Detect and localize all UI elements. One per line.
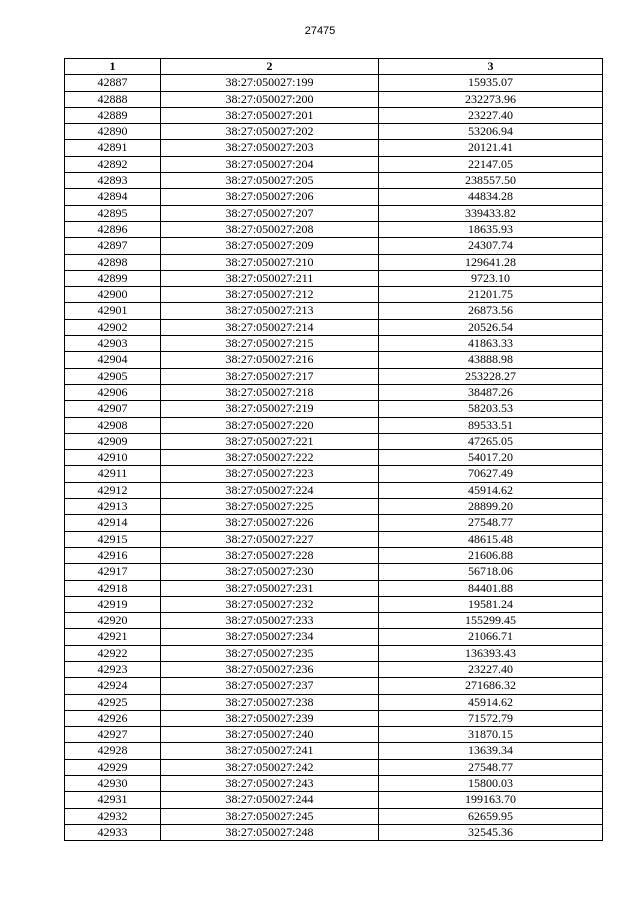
value-cell: 56718.06 (379, 564, 603, 580)
cadastral-number-cell: 38:27:050027:214 (161, 319, 379, 335)
value-cell: 15935.07 (379, 75, 603, 91)
cadastral-number-cell: 38:27:050027:220 (161, 417, 379, 433)
value-cell: 271686.32 (379, 678, 603, 694)
cadastral-number-cell: 38:27:050027:223 (161, 466, 379, 482)
row-number-cell: 42925 (65, 694, 161, 710)
row-number-cell: 42921 (65, 629, 161, 645)
cadastral-number-cell: 38:27:050027:240 (161, 727, 379, 743)
cadastral-number-cell: 38:27:050027:205 (161, 173, 379, 189)
value-cell: 43888.98 (379, 352, 603, 368)
cadastral-number-cell: 38:27:050027:209 (161, 238, 379, 254)
row-number-cell: 42899 (65, 270, 161, 286)
table-row (65, 124, 603, 140)
value-cell: 129641.28 (379, 254, 603, 270)
cadastral-number-cell: 38:27:050027:227 (161, 531, 379, 547)
cadastral-number-cell: 38:27:050027:215 (161, 336, 379, 352)
table-row (65, 287, 603, 303)
row-number-cell: 42894 (65, 189, 161, 205)
cadastral-number-cell: 38:27:050027:242 (161, 759, 379, 775)
row-number-cell: 42902 (65, 319, 161, 335)
value-cell: 136393.43 (379, 645, 603, 661)
row-number-cell: 42917 (65, 564, 161, 580)
value-cell: 21606.88 (379, 547, 603, 563)
row-number-cell: 42920 (65, 613, 161, 629)
cadastral-number-cell: 38:27:050027:234 (161, 629, 379, 645)
cadastral-number-cell: 38:27:050027:233 (161, 613, 379, 629)
table-row (65, 531, 603, 547)
table-row (65, 743, 603, 759)
table-row (65, 450, 603, 466)
value-cell: 45914.62 (379, 482, 603, 498)
table-body (65, 75, 603, 841)
row-number-cell: 42932 (65, 808, 161, 824)
row-number-cell: 42889 (65, 107, 161, 123)
value-cell: 13639.34 (379, 743, 603, 759)
row-number-cell: 42893 (65, 173, 161, 189)
value-cell: 70627.49 (379, 466, 603, 482)
row-number-cell: 42915 (65, 531, 161, 547)
table-row (65, 173, 603, 189)
value-cell: 71572.79 (379, 710, 603, 726)
cadastral-number-cell: 38:27:050027:245 (161, 808, 379, 824)
value-cell: 53206.94 (379, 124, 603, 140)
table-row (65, 352, 603, 368)
cadastral-number-cell: 38:27:050027:236 (161, 661, 379, 677)
value-cell: 31870.15 (379, 727, 603, 743)
row-number-cell: 42912 (65, 482, 161, 498)
value-cell: 32545.36 (379, 824, 603, 840)
value-cell: 27548.77 (379, 759, 603, 775)
cadastral-number-cell: 38:27:050027:238 (161, 694, 379, 710)
value-cell: 26873.56 (379, 303, 603, 319)
table-row (65, 417, 603, 433)
table-row (65, 466, 603, 482)
column-header-1: 1 (65, 59, 161, 75)
cadastral-number-cell: 38:27:050027:228 (161, 547, 379, 563)
cadastral-number-cell: 38:27:050027:239 (161, 710, 379, 726)
cadastral-number-cell: 38:27:050027:213 (161, 303, 379, 319)
table-row (65, 596, 603, 612)
value-cell: 238557.50 (379, 173, 603, 189)
row-number-cell: 42913 (65, 499, 161, 515)
row-number-cell: 42929 (65, 759, 161, 775)
value-cell: 155299.45 (379, 613, 603, 629)
row-number-cell: 42930 (65, 776, 161, 792)
value-cell: 89533.51 (379, 417, 603, 433)
row-number-cell: 42901 (65, 303, 161, 319)
value-cell: 18635.93 (379, 221, 603, 237)
value-cell: 58203.53 (379, 401, 603, 417)
value-cell: 232273.96 (379, 91, 603, 107)
cadastral-number-cell: 38:27:050027:219 (161, 401, 379, 417)
table-row (65, 678, 603, 694)
row-number-cell: 42898 (65, 254, 161, 270)
table-row (65, 91, 603, 107)
value-cell: 62659.95 (379, 808, 603, 824)
table-row (65, 759, 603, 775)
cadastral-number-cell: 38:27:050027:237 (161, 678, 379, 694)
value-cell: 47265.05 (379, 433, 603, 449)
table-row (65, 776, 603, 792)
page-number: 27475 (304, 25, 336, 37)
row-number-cell: 42924 (65, 678, 161, 694)
cadastral-number-cell: 38:27:050027:211 (161, 270, 379, 286)
table-row (65, 156, 603, 172)
table-row (65, 303, 603, 319)
row-number-cell: 42927 (65, 727, 161, 743)
table-row (65, 75, 603, 91)
cadastral-number-cell: 38:27:050027:208 (161, 221, 379, 237)
row-number-cell: 42922 (65, 645, 161, 661)
table-row (65, 645, 603, 661)
row-number-cell: 42896 (65, 221, 161, 237)
table-row (65, 238, 603, 254)
value-cell: 41863.33 (379, 336, 603, 352)
cadastral-number-cell: 38:27:050027:248 (161, 824, 379, 840)
value-cell: 44834.28 (379, 189, 603, 205)
value-cell: 45914.62 (379, 694, 603, 710)
row-number-cell: 42919 (65, 596, 161, 612)
value-cell: 54017.20 (379, 450, 603, 466)
row-number-cell: 42904 (65, 352, 161, 368)
value-cell: 15800.03 (379, 776, 603, 792)
cadastral-number-cell: 38:27:050027:226 (161, 515, 379, 531)
row-number-cell: 42908 (65, 417, 161, 433)
row-number-cell: 42900 (65, 287, 161, 303)
table-row (65, 319, 603, 335)
table-row (65, 710, 603, 726)
cadastral-number-cell: 38:27:050027:235 (161, 645, 379, 661)
row-number-cell: 42905 (65, 368, 161, 384)
cadastral-number-cell: 38:27:050027:216 (161, 352, 379, 368)
registry-table (64, 58, 603, 841)
row-number-cell: 42914 (65, 515, 161, 531)
value-cell: 253228.27 (379, 368, 603, 384)
table-row (65, 189, 603, 205)
value-cell: 199163.70 (379, 792, 603, 808)
cadastral-number-cell: 38:27:050027:206 (161, 189, 379, 205)
table-row (65, 107, 603, 123)
table-row (65, 727, 603, 743)
table-header-row (65, 59, 603, 75)
cadastral-number-cell: 38:27:050027:230 (161, 564, 379, 580)
row-number-cell: 42906 (65, 384, 161, 400)
table-row (65, 205, 603, 221)
cadastral-number-cell: 38:27:050027:207 (161, 205, 379, 221)
table-row (65, 613, 603, 629)
table-row (65, 221, 603, 237)
cadastral-number-cell: 38:27:050027:221 (161, 433, 379, 449)
value-cell: 20121.41 (379, 140, 603, 156)
row-number-cell: 42895 (65, 205, 161, 221)
cadastral-number-cell: 38:27:050027:222 (161, 450, 379, 466)
cadastral-number-cell: 38:27:050027:210 (161, 254, 379, 270)
row-number-cell: 42888 (65, 91, 161, 107)
table-row (65, 140, 603, 156)
cadastral-number-cell: 38:27:050027:241 (161, 743, 379, 759)
table-row (65, 515, 603, 531)
table-row (65, 499, 603, 515)
value-cell: 19581.24 (379, 596, 603, 612)
row-number-cell: 42911 (65, 466, 161, 482)
value-cell: 9723.10 (379, 270, 603, 286)
table-row (65, 547, 603, 563)
cadastral-number-cell: 38:27:050027:202 (161, 124, 379, 140)
table-row (65, 694, 603, 710)
row-number-cell: 42916 (65, 547, 161, 563)
cadastral-number-cell: 38:27:050027:218 (161, 384, 379, 400)
cadastral-number-cell: 38:27:050027:231 (161, 580, 379, 596)
cadastral-number-cell: 38:27:050027:204 (161, 156, 379, 172)
cadastral-number-cell: 38:27:050027:201 (161, 107, 379, 123)
table-row (65, 254, 603, 270)
cadastral-number-cell: 38:27:050027:244 (161, 792, 379, 808)
value-cell: 38487.26 (379, 384, 603, 400)
row-number-cell: 42918 (65, 580, 161, 596)
value-cell: 84401.88 (379, 580, 603, 596)
table-row (65, 792, 603, 808)
column-header-3: 3 (379, 59, 603, 75)
value-cell: 24307.74 (379, 238, 603, 254)
row-number-cell: 42928 (65, 743, 161, 759)
value-cell: 28899.20 (379, 499, 603, 515)
table-row (65, 384, 603, 400)
value-cell: 20526.54 (379, 319, 603, 335)
table-row (65, 580, 603, 596)
table-row (65, 661, 603, 677)
row-number-cell: 42897 (65, 238, 161, 254)
column-header-2: 2 (161, 59, 379, 75)
table-row (65, 336, 603, 352)
table-row (65, 564, 603, 580)
value-cell: 23227.40 (379, 107, 603, 123)
cadastral-number-cell: 38:27:050027:225 (161, 499, 379, 515)
value-cell: 339433.82 (379, 205, 603, 221)
cadastral-number-cell: 38:27:050027:224 (161, 482, 379, 498)
value-cell: 23227.40 (379, 661, 603, 677)
row-number-cell: 42892 (65, 156, 161, 172)
row-number-cell: 42891 (65, 140, 161, 156)
row-number-cell: 42909 (65, 433, 161, 449)
table-row (65, 368, 603, 384)
value-cell: 21066.71 (379, 629, 603, 645)
row-number-cell: 42910 (65, 450, 161, 466)
cadastral-number-cell: 38:27:050027:200 (161, 91, 379, 107)
cadastral-number-cell: 38:27:050027:212 (161, 287, 379, 303)
value-cell: 21201.75 (379, 287, 603, 303)
row-number-cell: 42933 (65, 824, 161, 840)
row-number-cell: 42890 (65, 124, 161, 140)
row-number-cell: 42907 (65, 401, 161, 417)
table-row (65, 433, 603, 449)
cadastral-number-cell: 38:27:050027:243 (161, 776, 379, 792)
cadastral-number-cell: 38:27:050027:232 (161, 596, 379, 612)
table-row (65, 270, 603, 286)
value-cell: 27548.77 (379, 515, 603, 531)
table-row (65, 401, 603, 417)
table-row (65, 482, 603, 498)
table-row (65, 629, 603, 645)
cadastral-number-cell: 38:27:050027:217 (161, 368, 379, 384)
row-number-cell: 42923 (65, 661, 161, 677)
table-row (65, 808, 603, 824)
row-number-cell: 42926 (65, 710, 161, 726)
row-number-cell: 42887 (65, 75, 161, 91)
table-row (65, 824, 603, 840)
value-cell: 22147.05 (379, 156, 603, 172)
cadastral-number-cell: 38:27:050027:199 (161, 75, 379, 91)
cadastral-number-cell: 38:27:050027:203 (161, 140, 379, 156)
value-cell: 48615.48 (379, 531, 603, 547)
row-number-cell: 42903 (65, 336, 161, 352)
row-number-cell: 42931 (65, 792, 161, 808)
